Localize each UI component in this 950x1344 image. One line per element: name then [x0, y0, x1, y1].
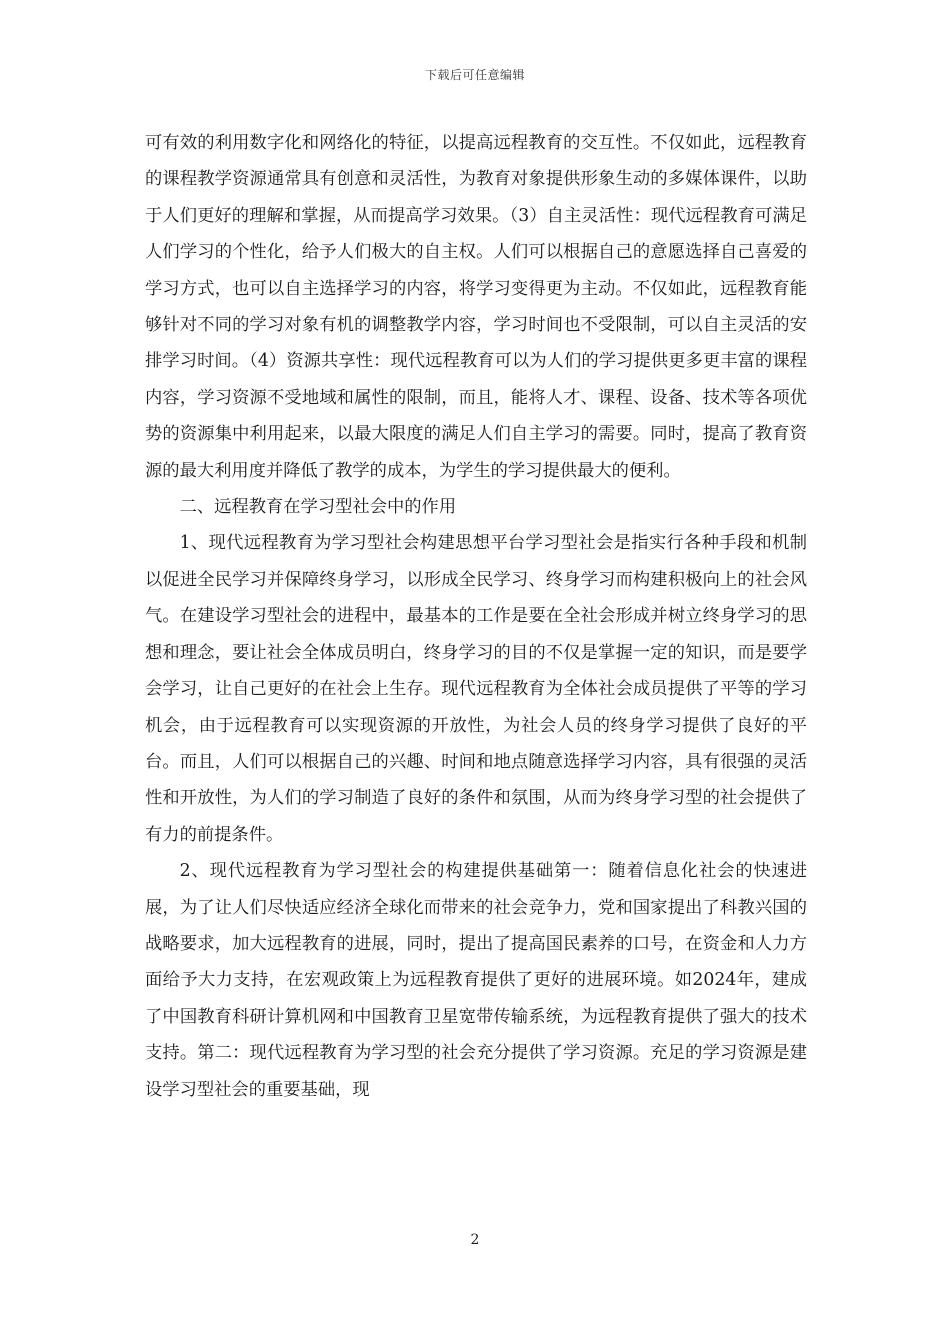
paragraph-point-1: 1、现代远程教育为学习型社会构建思想平台学习型社会是指实行各种手段和机制以促进全民学习并保障终身学习，以形成全民学习、终身学习而构建积极向上的社会风气。在建设学习型社会的进程中，最基本的工作是要在全社会形成并树立终身学习的思想和理念，要让社会全体成员明白，终身学习的目的不仅是掌握一定的知识，而是要学会学习，让自己更好的在社会上生存。现代远程教育为全体社会成员提供了平等的学习机会，由于远程教育可以实现资源的开放性，为社会人员的终身学习提供了良好的平台。而且，人们可以根据自己的兴趣、时间和地点随意选择学习内容，具有很强的灵活性和开放性，为人们的学习制造了良好的条件和氛围，从而为终身学习型的社会提供了有力的前提条件。 [145, 533, 807, 845]
section-heading: 二、远程教育在学习型社会中的作用 [179, 497, 457, 518]
page-header: 下载后可任意编辑 [424, 68, 525, 82]
paragraph-continuation: 可有效的利用数字化和网络化的特征，以提高远程教育的交互性。不仅如此，远程教育的课程教学资源通常具有创意和灵活性，为教育对象提供形象生动的多媒体课件，以助于人们更好的理解和掌握，从而提高学习效果。（3）自主灵活性：现代远程教育可满足人们学习的个性化，给予人们极大的自主权。人们可以根据自己的意愿选择自己喜爱的学习方式，也可以自主选择学习的内容，将学习变得更为主动。不仅如此，远程教育能够针对不同的学习对象有机的调整教学内容，学习时间也不受限制，可以自主灵活的安排学习时间。（4）资源共享性：现代远程教育可以为人们的学习提供更多更丰富的课程内容，学习资源不受地域和属性的限制，而且，能将人才、课程、设备、技术等各项优势的资源集中利用起来，以最大限度的满足人们自主学习的需要。同时，提高了教育资源的最大利用度并降低了教学的成本，为学生的学习提供最大的便利。 [145, 133, 807, 481]
document-body [145, 125, 807, 1108]
page-number: 2 [470, 1232, 480, 1248]
paragraph-point-2: 2、现代远程教育为学习型社会的构建提供基础第一：随着信息化社会的快速进展，为了让人们尽快适应经济全球化而带来的社会竞争力，党和国家提出了科教兴国的战略要求，加大远程教育的进展，同时，提出了提高国民素养的口号，在资金和人力方面给予大力支持，在宏观政策上为远程教育提供了更好的进展环境。如2024年，建成了中国教育科研计算机网和中国教育卫星宽带传输系统，为远程教育提供了强大的技术支持。第二：现代远程教育为学习型的社会充分提供了学习资源。充足的学习资源是建设学习型社会的重要基础，现 [145, 861, 807, 1100]
